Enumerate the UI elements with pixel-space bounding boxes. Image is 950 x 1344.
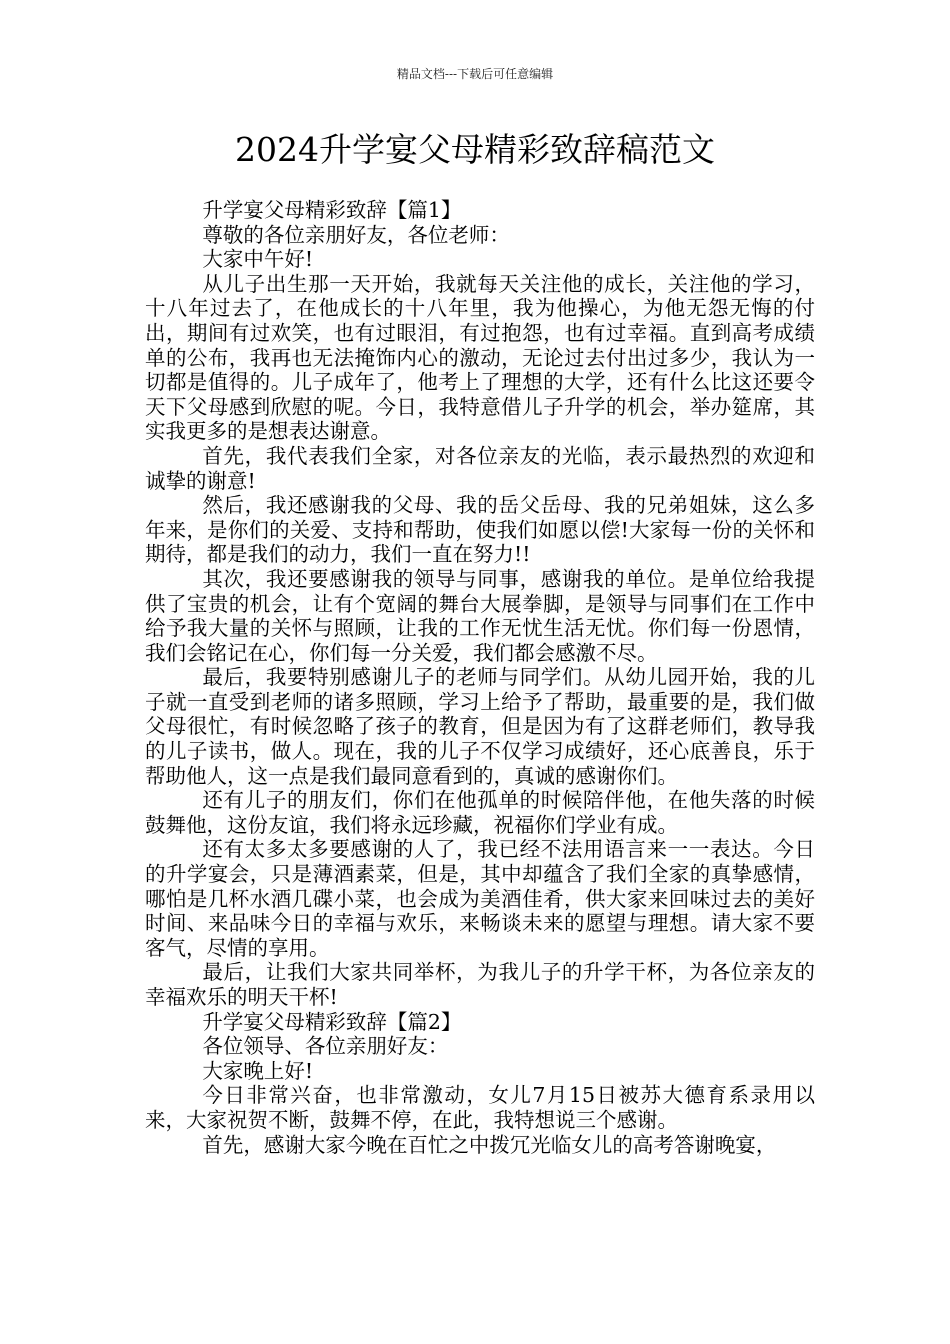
document-title: 2024升学宴父母精彩致辞稿范文 — [235, 130, 715, 169]
greeting: 大家晚上好! — [202, 1058, 314, 1083]
paragraph: 最后，让我们大家共同举杯，为我儿子的升学干杯，为各位亲友的幸福欢乐的明天干杯! — [145, 960, 815, 1009]
salutation: 各位领导、各位亲朋好友： — [202, 1034, 449, 1059]
section-heading-1: 升学宴父母精彩致辞【篇1】 — [202, 198, 462, 222]
greeting: 大家中午好! — [202, 247, 314, 272]
paragraph: 首先，我代表我们全家，对各位亲友的光临，表示最热烈的欢迎和诚挚的谢意! — [145, 443, 815, 493]
paragraph: 最后，我要特别感谢儿子的老师与同学们。从幼儿园开始，我的儿子就一直受到老师的诸多照顾，学习上给予了帮助，最重要的是，我们做父母很忙，有时候忽略了孩子的教育，但是因为有了这群老师们，教导我的儿子读书，做人。现在，我的儿子不仅学习成绩好，还心底善良，乐于帮助他人，这一点是我们最同意看到的，真诚的感谢你们。 — [145, 665, 815, 788]
paragraph: 还有太多太多要感谢的人了，我已经不法用语言来一一表达。今日的升学宴会，只是薄酒素菜，但是，其中却蕴含了我们全家的真挚感情，哪怕是几杯水酒几碟小菜，也会成为美酒佳肴，供大家来回味过去的美好时间、来品味今日的幸福与欢乐，来畅谈未来的愿望与理想。请大家不要客气，尽情的享用。 — [145, 837, 815, 960]
paragraph: 其次，我还要感谢我的领导与同事，感谢我的单位。是单位给我提供了宝贵的机会，让有个宽阔的舞台大展拳脚，是领导与同事们在工作中给予我大量的关怀与照顾，让我的工作无忧生活无忧。你们每一份恩情，我们会铭记在心，你们每一分关爱，我们都会感激不尽。 — [145, 566, 815, 665]
document-body — [145, 198, 815, 1157]
section-heading-2: 升学宴父母精彩致辞【篇2】 — [202, 1009, 462, 1034]
paragraph: 还有儿子的朋友们，你们在他孤单的时候陪伴他，在他失落的时候鼓舞他，这份友谊，我们将永远珍藏，祝福你们学业有成。 — [145, 788, 815, 837]
paragraph: 首先，感谢大家今晚在百忙之中拨冗光临女儿的高考答谢晚宴， — [202, 1132, 777, 1157]
paragraph: 从儿子出生那一天开始，我就每天关注他的成长，关注他的学习，十八年过去了，在他成长的十八年里，我为他操心，为他无怨无悔的付出，期间有过欢笑，也有过眼泪，有过抱怨，也有过幸福。直到高考成绩单的公布，我再也无法掩饰内心的激动，无论过去付出过多少，我认为一切都是值得的。儿子成年了，他考上了理想的大学，还有什么比这还要令天下父母感到欣慰的呢。今日，我特意借儿子升学的机会，举办筵席，其实我更多的是想表达谢意。 — [145, 271, 815, 444]
salutation: 尊敬的各位亲朋好友，各位老师： — [202, 222, 510, 247]
paragraph: 然后，我还感谢我的父母、我的岳父岳母、我的兄弟姐妹，这么多年来，是你们的关爱、支持和帮助，使我们如愿以偿!大家每一份的关怀和期待，都是我们的动力，我们一直在努力!! — [145, 493, 815, 567]
paragraph: 今日非常兴奋，也非常激动，女儿7月15日被苏大德育系录用以来，大家祝贺不断，鼓舞不停，在此，我特想说三个感谢。 — [145, 1083, 815, 1132]
header-note: 精品文档---下载后可任意编辑 — [396, 67, 554, 81]
